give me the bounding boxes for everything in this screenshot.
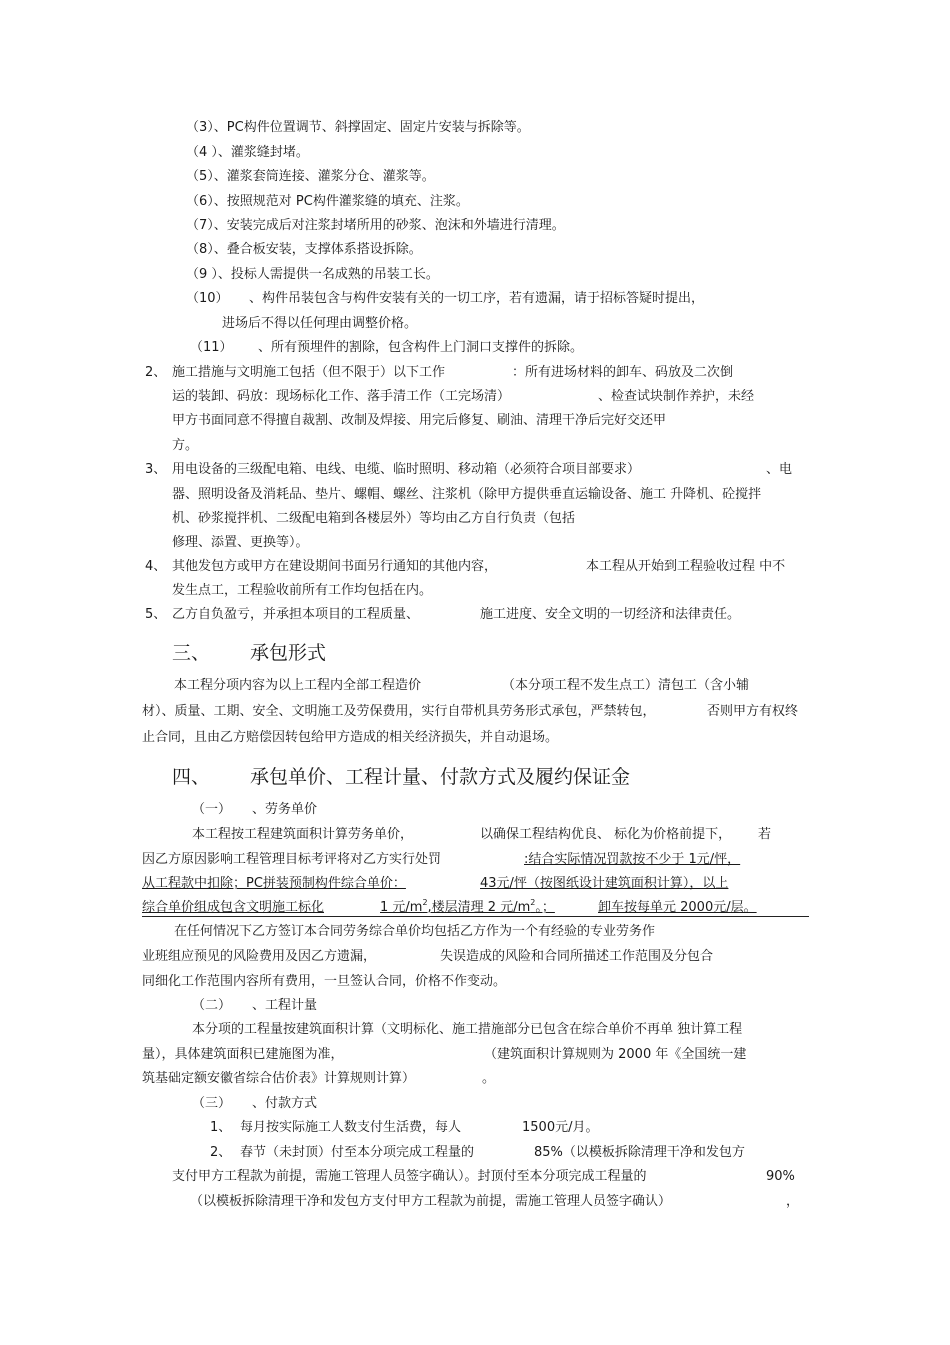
- sub1-line4a: 综合单价组成包含文明施工标化: [142, 900, 325, 915]
- clause-3-line3: 机、砂浆搅拌机、二级配电箱到各楼层外）等均由乙方自行负责（包括: [172, 511, 576, 526]
- item-10-continuation: 进场后不得以任何理由调整价格。: [222, 316, 418, 331]
- section-3-heading: 承包形式: [250, 642, 327, 664]
- clause-2-line1a: 施工措施与文明施工包括（但不限于）以下工作: [172, 365, 446, 380]
- payment-2-line2b: 90%: [766, 1169, 795, 1184]
- clause-4-line1b: 本工程从开始到工程验收过程 中不: [586, 559, 786, 574]
- payment-2-line3b: ，: [786, 1194, 800, 1209]
- payment-1-text-a: 每月按实际施工人数支付生活费，每人: [240, 1120, 462, 1135]
- sub1-line3b: 43元/怦（按图纸设计建筑面积计算），以上: [480, 876, 729, 891]
- clause-4-line2: 发生点工，工程验收前所有工作均包括在内。: [172, 583, 433, 598]
- section-3-number: 三、: [172, 642, 211, 664]
- rate-text-3: 。；: [535, 900, 555, 915]
- section-4-number: 四、: [172, 766, 211, 788]
- sub1-line4-unloading: 卸车按每单元 2000元/层。: [598, 900, 757, 915]
- clause-2-line1b: ：所有进场材料的卸车、码放及二次倒: [512, 365, 734, 380]
- clause-3-line2: 器、照明设备及消耗品、垫片、螺帽、螺丝、注浆机（除甲方提供垂直运输设备、施工 升降机、砼搅拌: [172, 487, 762, 502]
- item-8: （8）、叠合板安装，支撑体系搭设拆除。: [186, 242, 422, 257]
- clause-3-line4: 修理、添置、更换等）。: [172, 535, 309, 550]
- sub2-line3a: 筑基础定额安徽省综合估价表》计算规则计算）: [142, 1071, 416, 1086]
- payment-2-line2a: 支付甲方工程款为前提，需施工管理人员签字确认）。封顶付至本分项完成工程量的: [172, 1169, 647, 1184]
- sub1-line2a: 因乙方原因影响工程管理目标考评将对乙方实行处罚: [142, 852, 442, 867]
- section-3-para-line2b: 否则甲方有权终: [707, 704, 799, 719]
- item-10-number: （10）: [186, 291, 229, 306]
- horizontal-rule: [142, 916, 809, 917]
- item-9: （9 ）、投标人需提供一名成熟的吊装工长。: [186, 267, 439, 282]
- payment-1-text-b: 1500元/月。: [522, 1120, 599, 1135]
- section-4-heading: 承包单价、工程计量、付款方式及履约保证金: [250, 766, 631, 788]
- sub1-line1c: 若: [758, 827, 772, 842]
- sub1-line4-rates: [380, 899, 555, 917]
- sub1-line1a: 本工程按工程建筑面积计算劳务单价，: [192, 827, 414, 842]
- subsection-1-heading: 、劳务单价: [252, 802, 318, 817]
- clause-2-line4: 方。: [172, 438, 199, 453]
- section-3-para-line2a: 材）、质量、工期、安全、文明施工及劳保费用，实行自带机具劳务形式承包，严禁转包，: [142, 704, 656, 719]
- clause-3-number: 3、: [145, 462, 167, 477]
- clause-2-line3: 甲方书面同意不得擅自裁割、改制及焊接、用完后修复、刷油、清理干净后完好交还甲: [172, 413, 667, 428]
- item-11-number: （11）: [190, 340, 233, 355]
- item-11-text: 、所有预埋件的割除，包含构件上门洞口支撑件的拆除。: [258, 340, 584, 355]
- sub1-line2b: :结合实际情况罚款按不少于 1元/怦，: [524, 852, 741, 867]
- rate-text-1: 1 元/m: [380, 900, 423, 915]
- payment-2-text-a: 春节（未封顶）付至本分项完成工程量的: [240, 1145, 475, 1160]
- payment-1-number: 1、: [210, 1120, 232, 1135]
- clause-2-number: 2、: [145, 365, 167, 380]
- payment-2-number: 2、: [210, 1145, 232, 1160]
- subsection-3-number: （三）: [192, 1096, 232, 1111]
- item-7: （7）、安装完成后对注浆封堵所用的砂浆、泡沫和外墙进行清理。: [186, 218, 565, 233]
- clause-2-line2a: 运的装卸、码放：现场标化工作、落手清工作（工完场清）: [172, 389, 511, 404]
- clause-2-line2b: 、检查试块制作养护，未经: [598, 389, 755, 404]
- clause-5-number: 5、: [145, 607, 167, 622]
- sub2-line3b: 。: [482, 1071, 496, 1086]
- sub1-line1b: 以确保工程结构优良、 标化为价格前提下，: [480, 827, 732, 842]
- item-6: （6）、按照规范对 PC构件灌浆缝的填充、注浆。: [186, 194, 469, 209]
- sub2-line1: 本分项的工程量按建筑面积计算（文明标化、施工措施部分已包含在综合单价不再单 独计算工程: [192, 1022, 743, 1037]
- item-5: （5）、灌浆套筒连接、灌浆分仓、灌浆等。: [186, 169, 435, 184]
- sub1-para2-line2a: 业班组应预见的风险费用及因乙方遗漏，: [142, 949, 377, 964]
- item-4: （4 ）、灌浆缝封堵。: [186, 145, 309, 160]
- clause-5-text-a: 乙方自负盈亏，并承担本项目的工程质量、: [172, 607, 420, 622]
- sub1-para2-line2b: 失误造成的风险和合同所描述工作范围及分包合: [440, 949, 714, 964]
- clause-5-text-b: 施工进度、安全文明的一切经济和法律责任。: [480, 607, 741, 622]
- clause-4-number: 4、: [145, 559, 167, 574]
- subsection-3-heading: 、付款方式: [252, 1096, 318, 1111]
- subsection-1-number: （一）: [192, 802, 232, 817]
- item-3: （3）、PC构件位置调节、斜撑固定、固定片安装与拆除等。: [186, 120, 530, 135]
- item-10-text: 、构件吊装包含与构件安装有关的一切工序，若有遗漏，请于招标答疑时提出，: [249, 291, 705, 306]
- rate-text-2: ,楼层清理 2 元/m: [427, 900, 531, 915]
- sub1-para2-line3: 同细化工作范围内容所有费用，一旦签认合同，价格不作变动。: [142, 974, 507, 989]
- clause-3-line1b: 、电: [766, 462, 793, 477]
- payment-2-line3a: （以模板拆除清理干净和发包方支付甲方工程款为前提，需施工管理人员签字确认）: [190, 1194, 672, 1209]
- sub1-line3a: 从工程款中扣除；PC拼装预制构件综合单价：: [142, 876, 406, 891]
- subsection-2-number: （二）: [192, 998, 232, 1013]
- subsection-2-heading: 、工程计量: [252, 998, 318, 1013]
- sub2-line2a: 量），具体建筑面积已建施图为准，: [142, 1047, 344, 1062]
- superscript-1: 2: [422, 898, 428, 907]
- payment-2-text-b: 85%（以模板拆除清理干净和发包方: [534, 1145, 745, 1160]
- clause-3-line1a: 用电设备的三级配电箱、电线、电缆、临时照明、移动箱（必须符合项目部要求）: [172, 462, 641, 477]
- sub1-para2-line1: 在任何情况下乙方签订本合同劳务综合单价均包括乙方作为一个有经验的专业劳务作: [174, 924, 656, 939]
- clause-4-line1a: 其他发包方或甲方在建设期间书面另行通知的其他内容，: [172, 559, 498, 574]
- sub2-line2b: （建筑面积计算规则为 2000 年《全国统一建: [484, 1047, 747, 1062]
- section-3-para-line1a: 本工程分项内容为以上工程内全部工程造价: [174, 678, 422, 693]
- superscript-2: 2: [530, 898, 536, 907]
- section-3-para-line3: 止合同，且由乙方赔偿因转包给甲方造成的相关经济损失，并自动退场。: [142, 730, 559, 745]
- section-3-para-line1b: （本分项工程不发生点工）清包工（含小辅: [502, 678, 750, 693]
